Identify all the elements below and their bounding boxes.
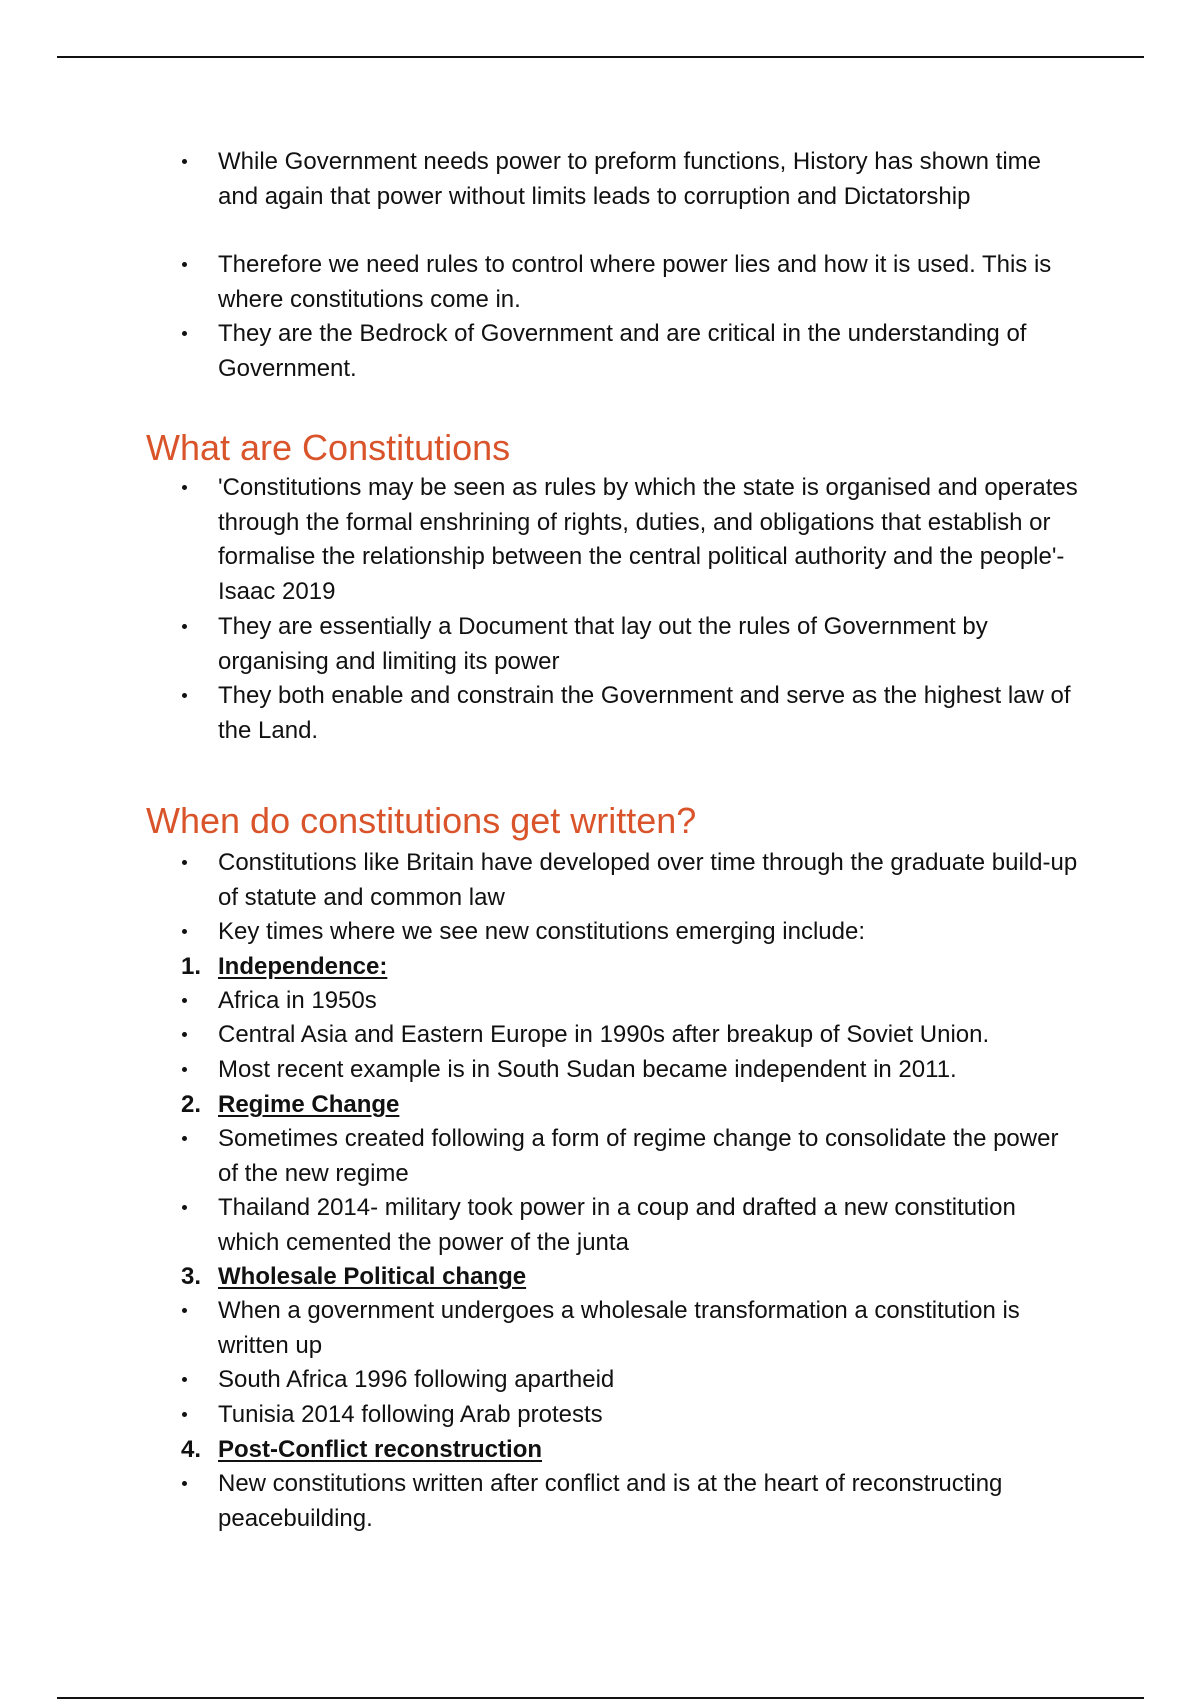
numbered-heading-text: Regime Change [218,1091,400,1118]
list-item [178,1467,1078,1536]
list-item-text: When a government undergoes a wholesale transformation a constitution is written up [218,1297,1020,1359]
list-item-text: Central Asia and Eastern Europe in 1990s after breakup of Soviet Union. [218,1021,990,1048]
numbered-heading-text: Independence: [218,953,388,980]
list-item [178,984,1078,1019]
list-item [178,610,1078,679]
numbered-heading [178,1433,1078,1468]
list-item-text: Key times where we see new constitutions emerging include: [218,918,865,945]
list-item-text: They both enable and constrain the Government and serve as the highest law of the Land. [218,682,1071,744]
list-item-text: New constitutions written after conflict and is at the heart of reconstructing peacebuilding. [218,1470,1003,1532]
list-item-text: Constitutions like Britain have developed over time through the graduate build-up of statute and common law [218,849,1078,911]
list-item [178,1018,1078,1053]
list-item-text: Tunisia 2014 following Arab protests [218,1401,603,1428]
list-item [178,248,1078,317]
list-item [178,679,1078,748]
section-title-when-written: When do constitutions get written? [146,800,697,841]
list-item [178,846,1078,915]
list-item [178,145,1078,214]
list-item [178,471,1078,609]
numbered-heading [178,1260,1078,1295]
list-item-text: They are the Bedrock of Government and are critical in the understanding of Government. [218,320,1027,382]
list-item-text: South Africa 1996 following apartheid [218,1366,615,1393]
list-item [178,1122,1078,1191]
list-number: 1. [181,953,202,980]
list-item [178,915,1078,950]
list-number: 4. [181,1436,202,1463]
numbered-heading [178,950,1078,985]
list-item-text: They are essentially a Document that lay out the rules of Government by organising and limiting its power [218,613,988,675]
list-item [178,1191,1078,1260]
list-item-text: 'Constitutions may be seen as rules by which the state is organised and operates through the formal enshrining of rights, duties, and obligations that establish or formalise the relationship between the central political authority and the people'- Isaac 2019 [218,474,1078,605]
numbered-heading-text: Post-Conflict reconstruction [218,1436,543,1463]
header-rule [57,56,1144,58]
list-item [178,1294,1078,1363]
list-number: 2. [181,1091,202,1118]
numbered-heading [178,1088,1078,1123]
list-number: 3. [181,1263,202,1290]
list-item [178,1398,1078,1433]
list-item [178,1363,1078,1398]
footer-rule [57,1697,1144,1699]
list-item [178,1053,1078,1088]
list-item-text: Africa in 1950s [218,987,377,1014]
list-item-text: Thailand 2014- military took power in a coup and drafted a new constitution which cemented the power of the junta [218,1194,1016,1256]
numbered-heading-text: Wholesale Political change [218,1263,527,1290]
list-item-text: Sometimes created following a form of regime change to consolidate the power of the new regime [218,1125,1059,1187]
list-item-text: While Government needs power to preform functions, History has shown time and again that power without limits leads to corruption and Dictatorship [218,148,1042,210]
list-item-text: Most recent example is in South Sudan became independent in 2011. [218,1056,957,1083]
list-item [178,317,1078,386]
section-title-what-are-constitutions: What are Constitutions [146,427,511,468]
list-item-text: Therefore we need rules to control where power lies and how it is used. This is where constitutions come in. [218,251,1052,313]
